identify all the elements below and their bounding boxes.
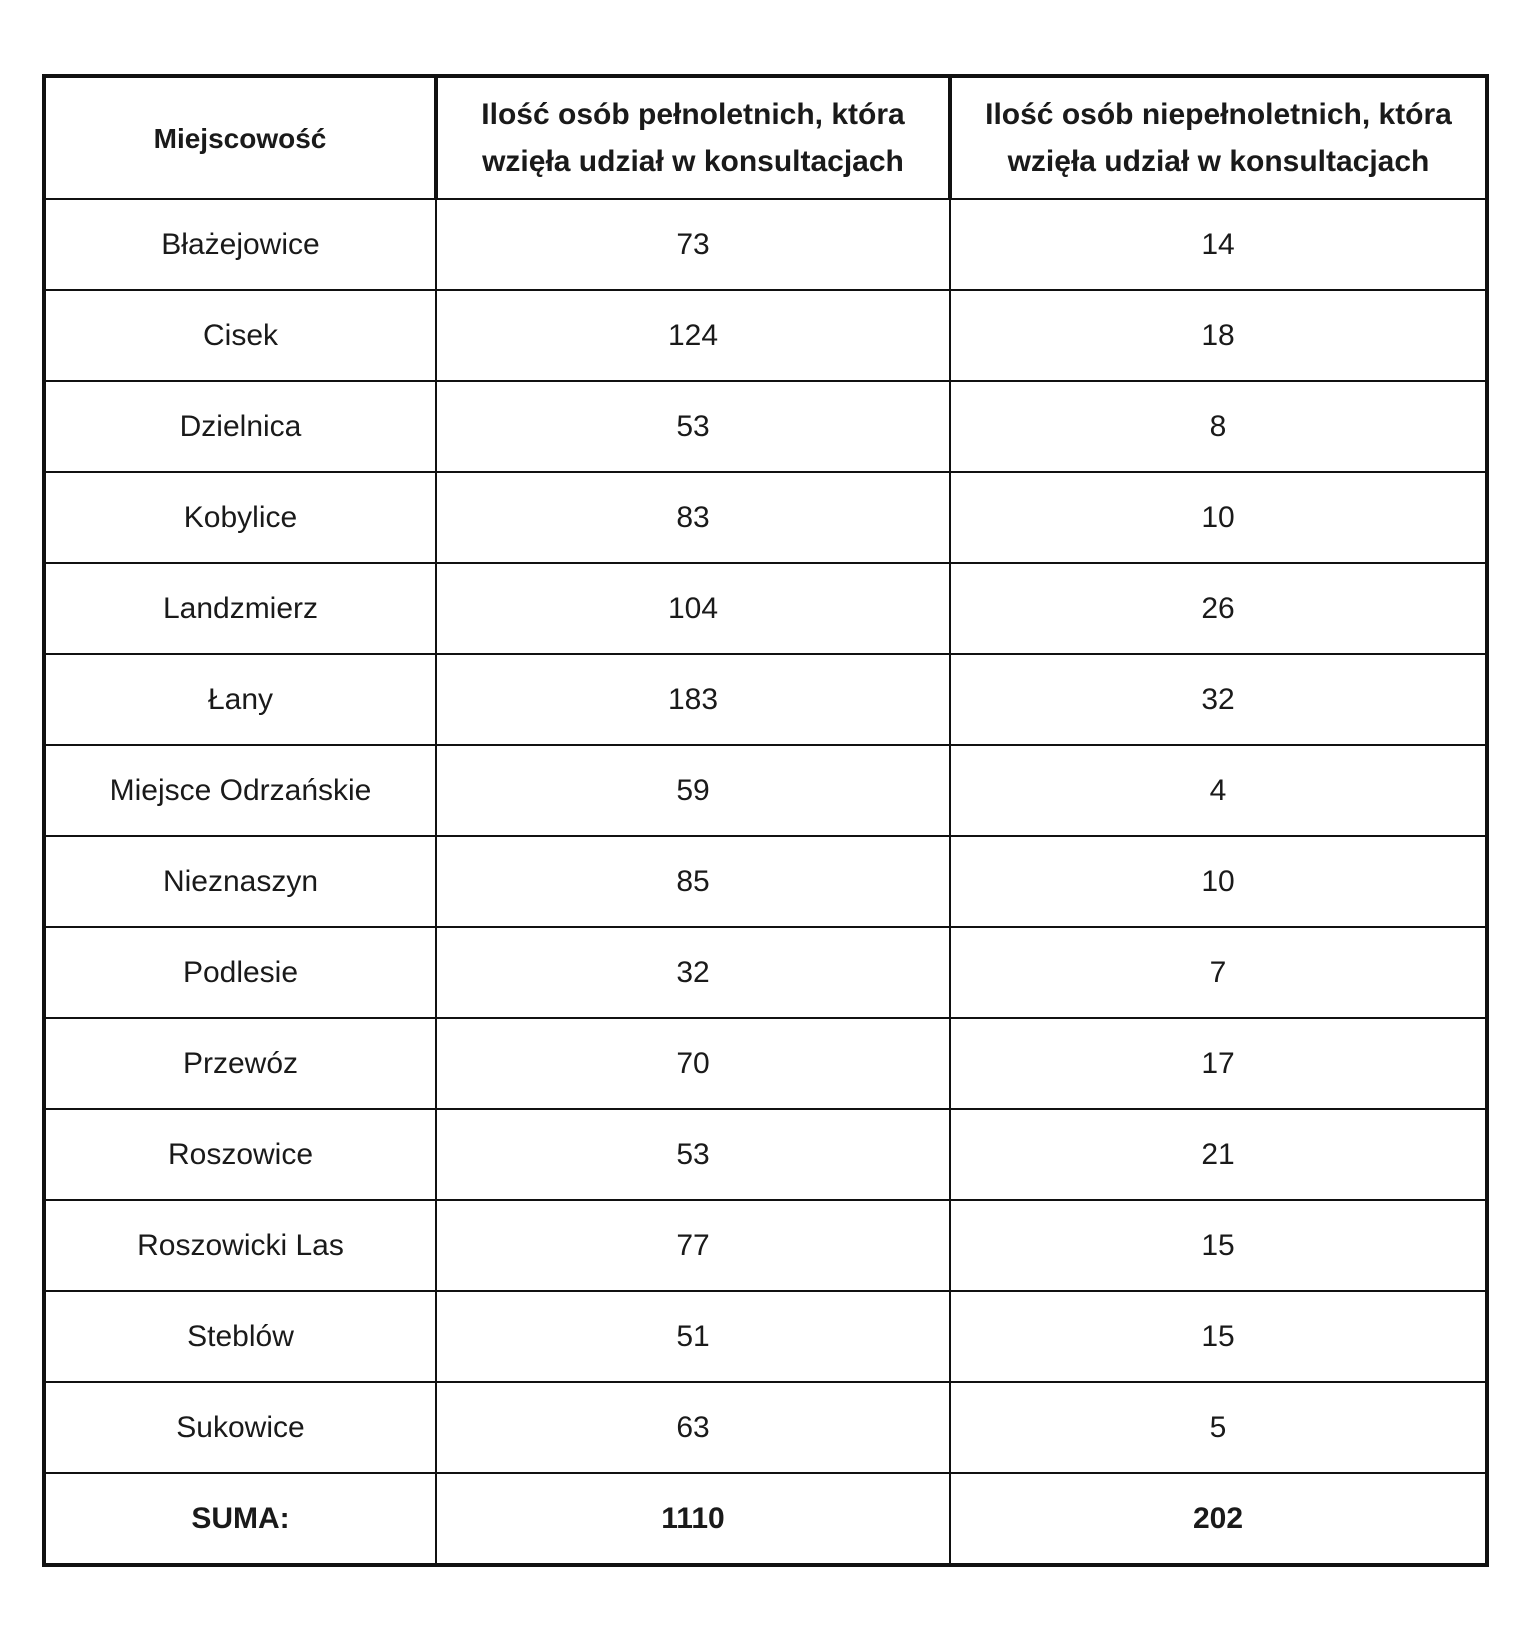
consultation-table-container [42,74,1485,1567]
cell-adults: 59 [436,745,950,836]
cell-locality: Łany [44,654,436,745]
cell-locality: Nieznaszyn [44,836,436,927]
cell-minors: 21 [950,1109,1487,1200]
cell-minors: 32 [950,654,1487,745]
table-row [44,1382,1487,1473]
table-header [44,76,1487,199]
table-body [44,199,1487,1473]
cell-adults: 53 [436,1109,950,1200]
total-minors: 202 [950,1473,1487,1565]
table-row [44,836,1487,927]
cell-minors: 8 [950,381,1487,472]
table-row [44,1200,1487,1291]
cell-locality: Kobylice [44,472,436,563]
cell-minors: 7 [950,927,1487,1018]
cell-minors: 10 [950,836,1487,927]
cell-adults: 104 [436,563,950,654]
cell-minors: 26 [950,563,1487,654]
header-adults [436,76,950,199]
cell-adults: 77 [436,1200,950,1291]
header-adults-line-2: wzięła udział w konsultacjach [482,145,904,178]
cell-minors: 17 [950,1018,1487,1109]
cell-locality: Cisek [44,290,436,381]
table-row [44,563,1487,654]
cell-locality: Błażejowice [44,199,436,290]
cell-adults: 70 [436,1018,950,1109]
consultation-table [42,74,1489,1567]
cell-locality: Przewóz [44,1018,436,1109]
table-row [44,1291,1487,1382]
header-locality-label: Miejscowość [153,122,327,154]
table-row [44,654,1487,745]
cell-adults: 183 [436,654,950,745]
cell-minors: 5 [950,1382,1487,1473]
table-row [44,290,1487,381]
cell-minors: 10 [950,472,1487,563]
table-row [44,199,1487,290]
cell-minors: 4 [950,745,1487,836]
header-row [44,76,1487,199]
cell-adults: 32 [436,927,950,1018]
cell-adults: 83 [436,472,950,563]
cell-locality: Sukowice [44,1382,436,1473]
header-minors-line-2: wzięła udział w konsultacjach [1007,145,1430,178]
total-label: SUMA: [44,1473,436,1565]
cell-minors: 15 [950,1291,1487,1382]
cell-adults: 53 [436,381,950,472]
table-row [44,1109,1487,1200]
table-row [44,472,1487,563]
cell-locality: Roszowicki Las [44,1200,436,1291]
header-adults-line-1: Ilość osób pełnoletnich, która [481,98,905,131]
cell-locality: Dzielnica [44,381,436,472]
cell-adults: 63 [436,1382,950,1473]
table-row [44,745,1487,836]
cell-minors: 14 [950,199,1487,290]
cell-locality: Landzmierz [44,563,436,654]
cell-locality: Podlesie [44,927,436,1018]
total-row [44,1473,1487,1565]
cell-adults: 85 [436,836,950,927]
table-footer [44,1473,1487,1565]
header-locality [44,76,436,199]
cell-locality: Miejsce Odrzańskie [44,745,436,836]
cell-locality: Steblów [44,1291,436,1382]
table-row [44,927,1487,1018]
cell-adults: 51 [436,1291,950,1382]
cell-minors: 18 [950,290,1487,381]
table-row [44,1018,1487,1109]
cell-adults: 124 [436,290,950,381]
table-row [44,381,1487,472]
total-adults: 1110 [436,1473,950,1565]
cell-adults: 73 [436,199,950,290]
header-minors-line-1: Ilość osób niepełnoletnich, która [985,98,1452,131]
cell-minors: 15 [950,1200,1487,1291]
header-minors [950,76,1487,199]
cell-locality: Roszowice [44,1109,436,1200]
